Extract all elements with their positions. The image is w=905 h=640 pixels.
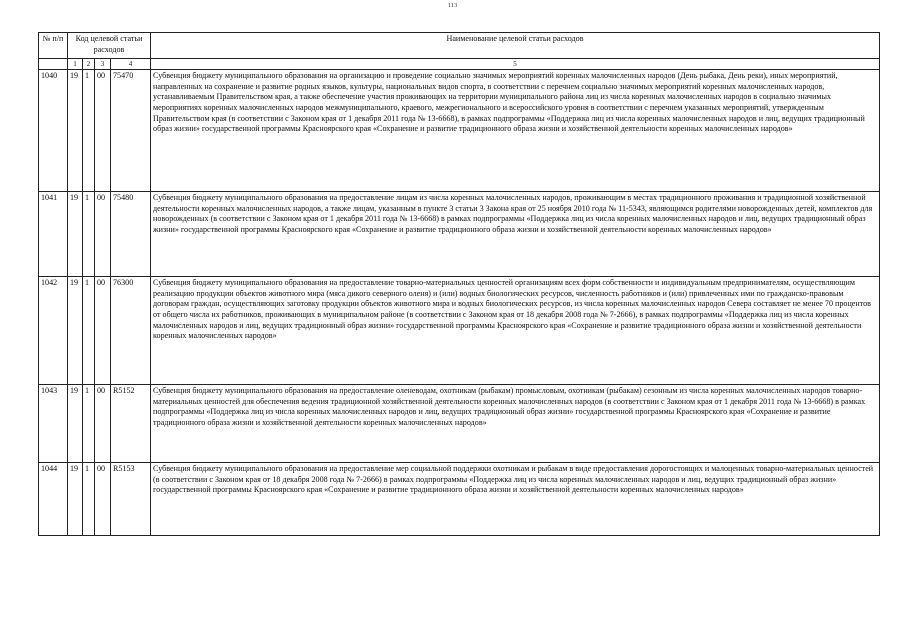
budget-table bbox=[38, 32, 880, 536]
header-row bbox=[39, 33, 880, 59]
row-number: 1044 bbox=[39, 463, 68, 536]
table-row bbox=[39, 277, 880, 385]
column-numbers-row bbox=[39, 59, 880, 70]
code-subprogram: 1 bbox=[83, 385, 95, 463]
table-row bbox=[39, 385, 880, 463]
column-number-blank bbox=[39, 59, 68, 70]
column-number: 2 bbox=[83, 59, 95, 70]
header-code-group: Код целевой статьи расходов bbox=[68, 33, 151, 59]
code-direction: 76300 bbox=[111, 277, 151, 385]
code-event: 00 bbox=[95, 277, 111, 385]
code-subprogram: 1 bbox=[83, 463, 95, 536]
row-description: Субвенция бюджету муниципального образования на предоставление оленеводам, охотникам (рыбакам) промысловым, охотникам (рыбакам) сезонным из числа коренных малочисленных народов товарно-материальных ценностей для обеспечения ведения традиционной хозяйственной деятельности коренных малочисленных народов (в соответствии с Законом края от 1 декабря 2011 года № 13-6668) в рамках подпрограммы «Поддержка лиц из числа коренных малочисленных народов и лиц, ведущих традиционный образ жизни» государственной программы Красноярского края «Сохранение и развитие традиционного образа жизни и хозяйственной деятельности коренных малочисленных народов» bbox=[151, 385, 880, 463]
code-event: 00 bbox=[95, 463, 111, 536]
row-number: 1043 bbox=[39, 385, 68, 463]
row-number: 1042 bbox=[39, 277, 68, 385]
code-event: 00 bbox=[95, 192, 111, 277]
column-number: 4 bbox=[111, 59, 151, 70]
row-description: Субвенция бюджету муниципального образования на предоставление товарно-материальных ценностей организациям всех форм собственности и индивидуальным предпринимателям, осуществляющим реализацию продукции объектов животного мира (мяса дикого северного оленя) и (или) водных биологических ресурсов, численность работников и (или) привлеченных ими по гражданско-правовым договорам граждан, осуществляющих заготовку продукции объектов животного мира и водных биологических ресурсов, из числа коренных малочисленных народов Севера составляет не менее 70 процентов от общего числа их работников, проживающих в муниципальном районе (в соответствии с Законом края от 18 декабря 2008 года № 7-2666), в рамках подпрограммы «Поддержка лиц из числа коренных малочисленных народов и лиц, ведущих традиционный образ жизни» государственной программы Красноярского края «Сохранение и развитие традиционного образа жизни и хозяйственной деятельности коренных малочисленных народов» bbox=[151, 277, 880, 385]
header-num: № п/п bbox=[39, 33, 68, 59]
code-program: 19 bbox=[68, 277, 83, 385]
column-number: 1 bbox=[68, 59, 83, 70]
code-subprogram: 1 bbox=[83, 277, 95, 385]
row-description: Субвенция бюджету муниципального образования на предоставление мер социальной поддержки охотникам и рыбакам в виде предоставления дорогостоящих и малоценных товарно-материальных ценностей (в соответствии с Законом края от 18 декабря 2008 года № 7-2666) в рамках подпрограммы «Поддержка лиц из числа коренных малочисленных народов и лиц, ведущих традиционный образ жизни» государственной программы Красноярского края «Сохранение и развитие традиционного образа жизни и хозяйственной деятельности коренных малочисленных народов» bbox=[151, 463, 880, 536]
header-name: Наименование целевой статьи расходов bbox=[151, 33, 880, 59]
code-event: 00 bbox=[95, 70, 111, 192]
code-direction: R5152 bbox=[111, 385, 151, 463]
page-number: 113 bbox=[447, 2, 458, 9]
row-number: 1040 bbox=[39, 70, 68, 192]
row-number: 1041 bbox=[39, 192, 68, 277]
code-program: 19 bbox=[68, 463, 83, 536]
code-subprogram: 1 bbox=[83, 70, 95, 192]
column-number: 3 bbox=[95, 59, 111, 70]
code-program: 19 bbox=[68, 192, 83, 277]
table-row bbox=[39, 463, 880, 536]
column-number: 5 bbox=[151, 59, 880, 70]
table-row bbox=[39, 70, 880, 192]
code-direction: 75480 bbox=[111, 192, 151, 277]
code-event: 00 bbox=[95, 385, 111, 463]
code-program: 19 bbox=[68, 70, 83, 192]
code-direction: 75470 bbox=[111, 70, 151, 192]
row-description: Субвенция бюджету муниципального образования на предоставление лицам из числа коренных малочисленных народов, проживающим в местах традиционного проживания и традиционной хозяйственной деятельности коренных малочисленных народов, а также лицам, указанным в пункте 3 статьи 3 Закона края от 25 ноября 2010 года № 11-5343, являющимся родителями новорожденных детей, комплектов для новорожденных (в соответствии с Законом края от 1 декабря 2011 года № 13-6668) в рамках подпрограммы «Поддержка лиц из числа коренных малочисленных народов и лиц, ведущих традиционный образ жизни» государственной программы Красноярского края «Сохранение и развитие традиционного образа жизни и хозяйственной деятельности коренных малочисленных народов» bbox=[151, 192, 880, 277]
row-description: Субвенция бюджету муниципального образования на организацию и проведение социально значимых мероприятий коренных малочисленных народов (День рыбака, День реки), иных мероприятий, направленных на сохранение и развитие родных языков, культуры, национальных видов спорта, в соответствии с перечнем социально значимых мероприятий коренных малочисленных народов, устанавливаемым Правительством края, а также обеспечение участия проживающих на территории муниципального района лиц из числа коренных малочисленных народов в социально значимых мероприятиях коренных малочисленных народов межмуниципального, краевого, межрегионального и всероссийского уровня в соответствии с перечнем указанных мероприятий, утвержденным Правительством края (в соответствии с Законом края от 1 декабря 2011 года № 13-6668), в рамках подпрограммы «Поддержка лиц из числа коренных малочисленных народов и лиц, ведущих традиционный образ жизни» государственной программы Красноярского края «Сохранение и развитие традиционного образа жизни и хозяйственной деятельности коренных малочисленных народов» bbox=[151, 70, 880, 192]
code-direction: R5153 bbox=[111, 463, 151, 536]
table-row bbox=[39, 192, 880, 277]
code-subprogram: 1 bbox=[83, 192, 95, 277]
code-program: 19 bbox=[68, 385, 83, 463]
